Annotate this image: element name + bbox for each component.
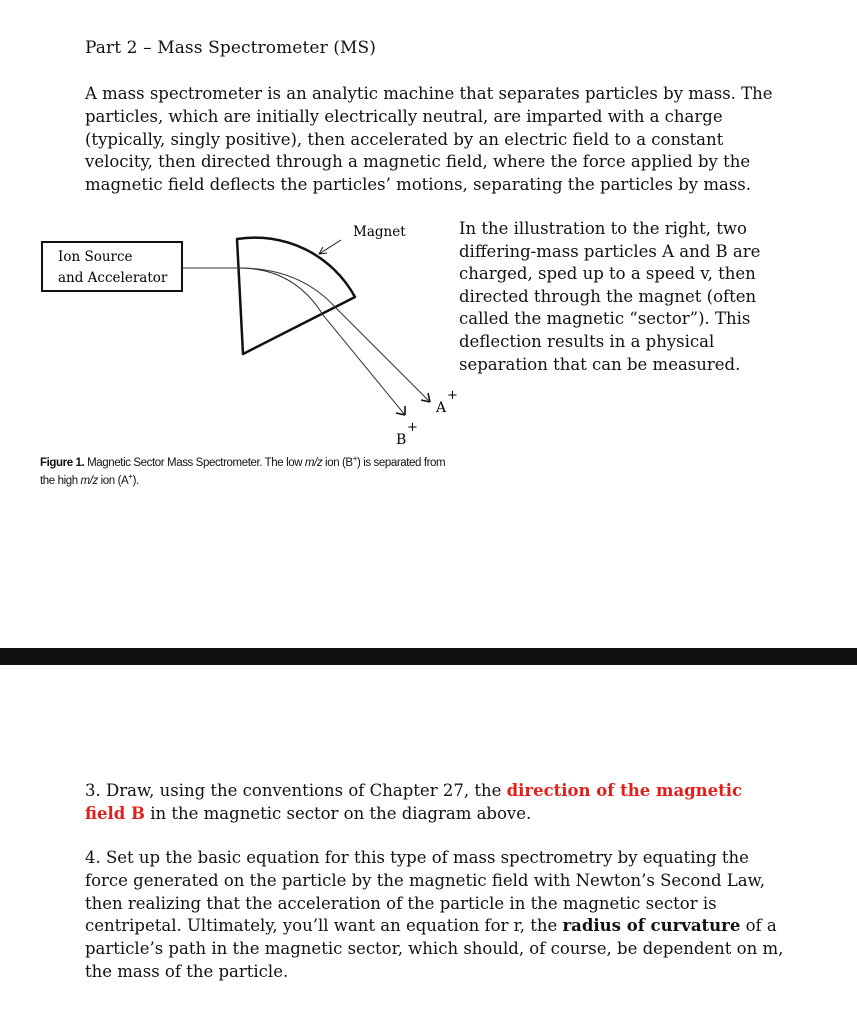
caption-text-2: ion (B bbox=[322, 456, 353, 469]
caption-mz-2: m/z bbox=[80, 474, 98, 487]
question-3 bbox=[85, 780, 785, 826]
caption-text-4: ion (A bbox=[97, 474, 129, 487]
magnet-label: Magnet bbox=[353, 224, 406, 240]
caption-plus-2: + bbox=[128, 471, 133, 481]
magnet-sector bbox=[237, 238, 355, 354]
q3-lead: 3. Draw, using the conventions of Chapter 27, the bbox=[85, 781, 507, 800]
section-divider bbox=[0, 648, 857, 665]
caption-text-3: ) is separated from the high bbox=[40, 456, 446, 487]
intro-paragraph: A mass spectrometer is an analytic machine that separates particles by mass. The particles, which are initially electrically neutral, are imparted with a charge (typically, singly positive), then accelerated by an electric field to a constant velocity, then directed through a magnetic field, where the force applied by the magnetic field deflects the particles’ motions, separating the particles by mass. bbox=[85, 84, 773, 195]
mass-spectrometer-diagram bbox=[38, 215, 458, 455]
part-title: Part 2 – Mass Spectrometer (MS) bbox=[85, 38, 377, 58]
q4-tail: of a particle’s path in the magnetic sector, which should, of course, be dependent on m, the mass of the particle. bbox=[85, 916, 784, 981]
caption-mz-1: m/z bbox=[304, 456, 323, 469]
magnet-pointer bbox=[319, 240, 341, 254]
label-b: B bbox=[396, 432, 407, 448]
q3-highlight: direction of the magnetic field B bbox=[85, 781, 743, 823]
label-a: A bbox=[436, 400, 447, 416]
caption-text-1: Magnetic Sector Mass Spectrometer. The low bbox=[84, 456, 305, 469]
question-4 bbox=[85, 847, 785, 984]
caption-plus-1: + bbox=[352, 454, 357, 463]
q3-tail: in the magnetic sector on the diagram above. bbox=[145, 803, 532, 823]
caption-label: Figure 1. bbox=[40, 456, 85, 469]
ion-source-label-1: Ion Source bbox=[58, 249, 133, 265]
side-paragraph: In the illustration to the right, two differing-mass particles A and B are charged, sped up to a speed v, then directed through the magnet (often called the magnetic “sector”). This deflection results in a physical separation that can be measured. bbox=[459, 219, 761, 374]
caption-text-5: ). bbox=[132, 474, 139, 487]
label-b-plus: + bbox=[407, 420, 418, 435]
q4-bold: radius of curvature bbox=[562, 916, 741, 936]
label-a-plus: + bbox=[447, 388, 458, 403]
ion-source-label-2: and Accelerator bbox=[58, 270, 168, 286]
q4-lead: 4. Set up the basic equation for this type of mass spectrometry by equating the force generated on the particle by the magnetic field with Newton’s Second Law, then realizing that the acceleration of the particle in the magnetic sector is centripetal. Ultimately, you’ll want an equation for r, the bbox=[85, 848, 765, 936]
figure-caption bbox=[40, 452, 460, 488]
